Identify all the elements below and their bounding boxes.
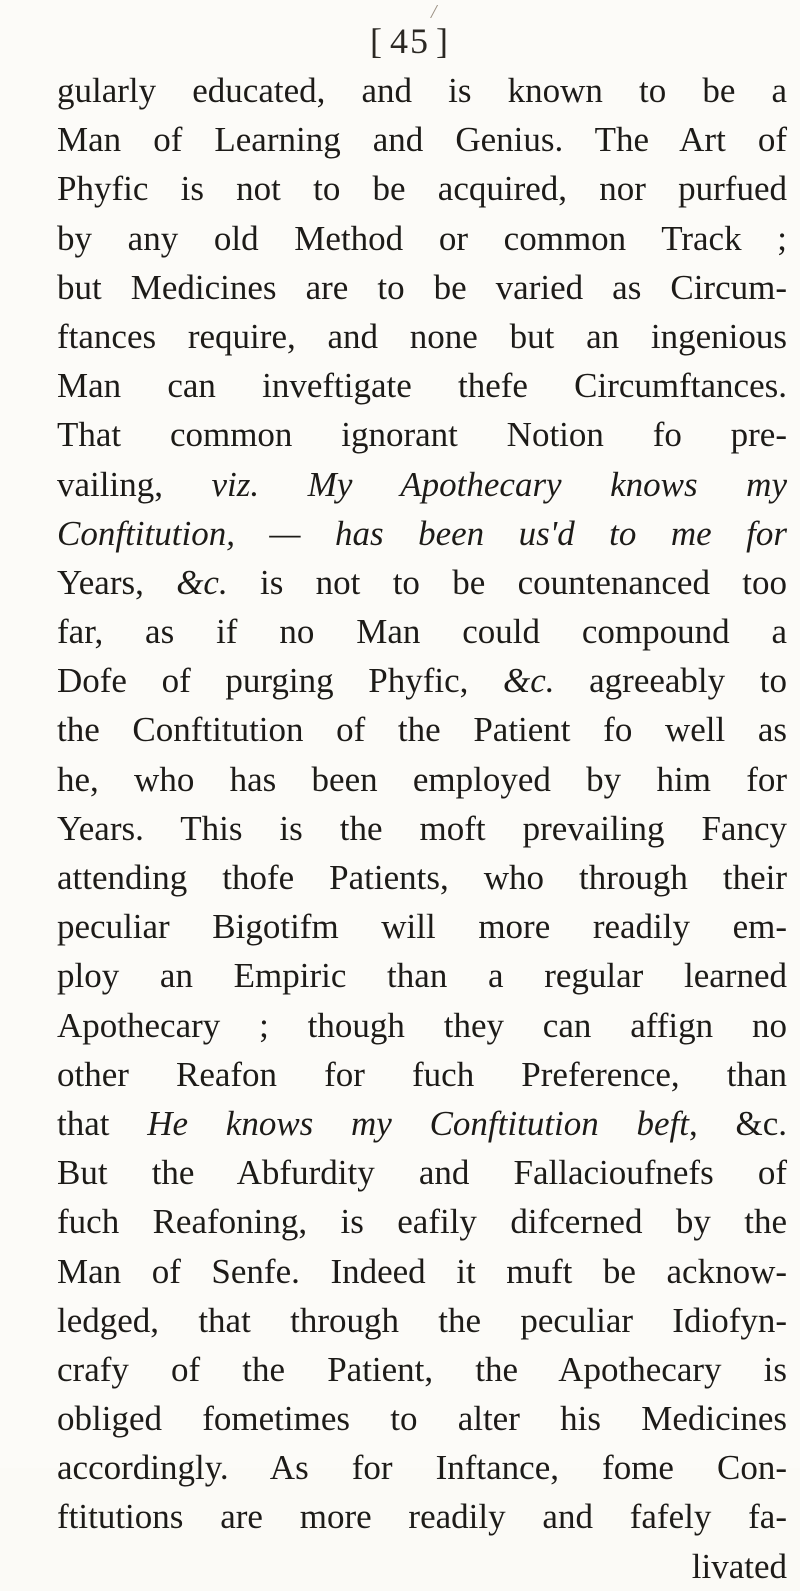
text-run: accordingly. As for Inftance, fome Con- bbox=[57, 1448, 787, 1488]
close-bracket: ] bbox=[436, 21, 450, 61]
text-run: Phyfic is not to be acquired, nor purfued bbox=[57, 169, 787, 209]
italic-text: Conftitution, — has been us'd to me for bbox=[57, 513, 787, 553]
text-line bbox=[57, 607, 787, 656]
page-number-header bbox=[370, 20, 450, 62]
page-number: 45 bbox=[390, 21, 430, 61]
text-run: But the Abfurdity and Fallacioufnefs of bbox=[57, 1153, 787, 1193]
italic-text: &c. bbox=[503, 661, 555, 701]
text-run: ftances require, and none but an ingenious bbox=[57, 316, 787, 356]
text-line bbox=[57, 804, 787, 853]
text-line bbox=[57, 558, 787, 607]
text-line bbox=[57, 361, 787, 410]
text-run: but Medicines are to be varied as Circum- bbox=[57, 267, 787, 307]
text-line bbox=[57, 902, 787, 951]
text-run: That common ignorant Notion fo pre- bbox=[57, 415, 787, 455]
italic-text: &c. bbox=[176, 562, 228, 602]
text-run: Dofe of purging Phyfic, bbox=[57, 661, 503, 701]
text-line bbox=[57, 705, 787, 754]
text-run: Apothecary ; though they can affign no bbox=[57, 1005, 787, 1045]
text-line bbox=[57, 1394, 787, 1443]
open-bracket: [ bbox=[370, 21, 384, 61]
italic-text: He knows my Conftitution beft bbox=[147, 1103, 689, 1143]
text-run: , &c. bbox=[689, 1103, 788, 1143]
text-line bbox=[57, 1099, 787, 1148]
text-run: he, who has been employed by him for bbox=[57, 759, 787, 799]
text-line bbox=[57, 312, 787, 361]
text-line bbox=[57, 509, 787, 558]
text-line bbox=[57, 214, 787, 263]
text-line bbox=[57, 164, 787, 213]
text-line bbox=[57, 263, 787, 312]
text-line bbox=[57, 1148, 787, 1197]
text-run: vailing, bbox=[57, 464, 212, 504]
text-run: Years. This is the moft prevailing Fancy bbox=[57, 808, 787, 848]
text-run: the Conftitution of the Patient fo well as bbox=[57, 710, 787, 750]
text-run: attending thofe Patients, who through their bbox=[57, 858, 787, 897]
text-run: other Reafon for fuch Preference, than bbox=[57, 1054, 787, 1094]
text-run: ploy an Empiric than a regular learned bbox=[57, 956, 787, 996]
text-run: that bbox=[57, 1103, 148, 1143]
stray-mark: / bbox=[431, 1, 437, 23]
text-line bbox=[57, 115, 787, 164]
text-run: ftitutions are more readily and fafely fa- bbox=[57, 1497, 787, 1537]
text-line bbox=[57, 1050, 787, 1099]
text-line bbox=[57, 410, 787, 459]
text-line bbox=[57, 1296, 787, 1345]
italic-text: viz. My Apothecary knows my bbox=[211, 464, 787, 504]
text-line bbox=[57, 1492, 787, 1541]
text-line bbox=[57, 951, 787, 1000]
text-run: fuch Reafoning, is eafily difcerned by the bbox=[57, 1202, 787, 1242]
text-run: is not to be countenanced too bbox=[227, 562, 788, 602]
text-line bbox=[57, 755, 787, 804]
body-text bbox=[57, 66, 787, 1591]
text-run: Man of Senfe. Indeed it muft be acknow- bbox=[57, 1251, 787, 1291]
text-line bbox=[57, 1001, 787, 1050]
text-line bbox=[57, 460, 787, 509]
text-run: ledged, that through the peculiar Idiofyn- bbox=[57, 1300, 787, 1340]
text-line bbox=[57, 1247, 787, 1296]
text-run: far, as if no Man could compound a bbox=[57, 612, 787, 652]
text-line bbox=[57, 853, 787, 902]
text-run: Years, bbox=[57, 562, 177, 602]
text-run: gularly educated, and is known to be a bbox=[57, 71, 787, 110]
text-run: peculiar Bigotifm will more readily em- bbox=[57, 907, 787, 947]
text-run: livated bbox=[691, 1546, 787, 1586]
text-line bbox=[57, 656, 787, 705]
text-line bbox=[57, 66, 787, 115]
text-run: Man of Learning and Genius. The Art of bbox=[57, 120, 787, 160]
text-line bbox=[57, 1542, 787, 1591]
text-line bbox=[57, 1197, 787, 1246]
text-run: crafy of the Patient, the Apothecary is bbox=[57, 1349, 787, 1389]
text-run: agreeably to bbox=[554, 661, 788, 701]
text-run: Man can inveftigate thefe Circumftances. bbox=[57, 366, 787, 406]
text-run: by any old Method or common Track ; bbox=[57, 218, 787, 258]
text-run: obliged fometimes to alter his Medicines bbox=[57, 1399, 787, 1439]
text-line bbox=[57, 1345, 787, 1394]
